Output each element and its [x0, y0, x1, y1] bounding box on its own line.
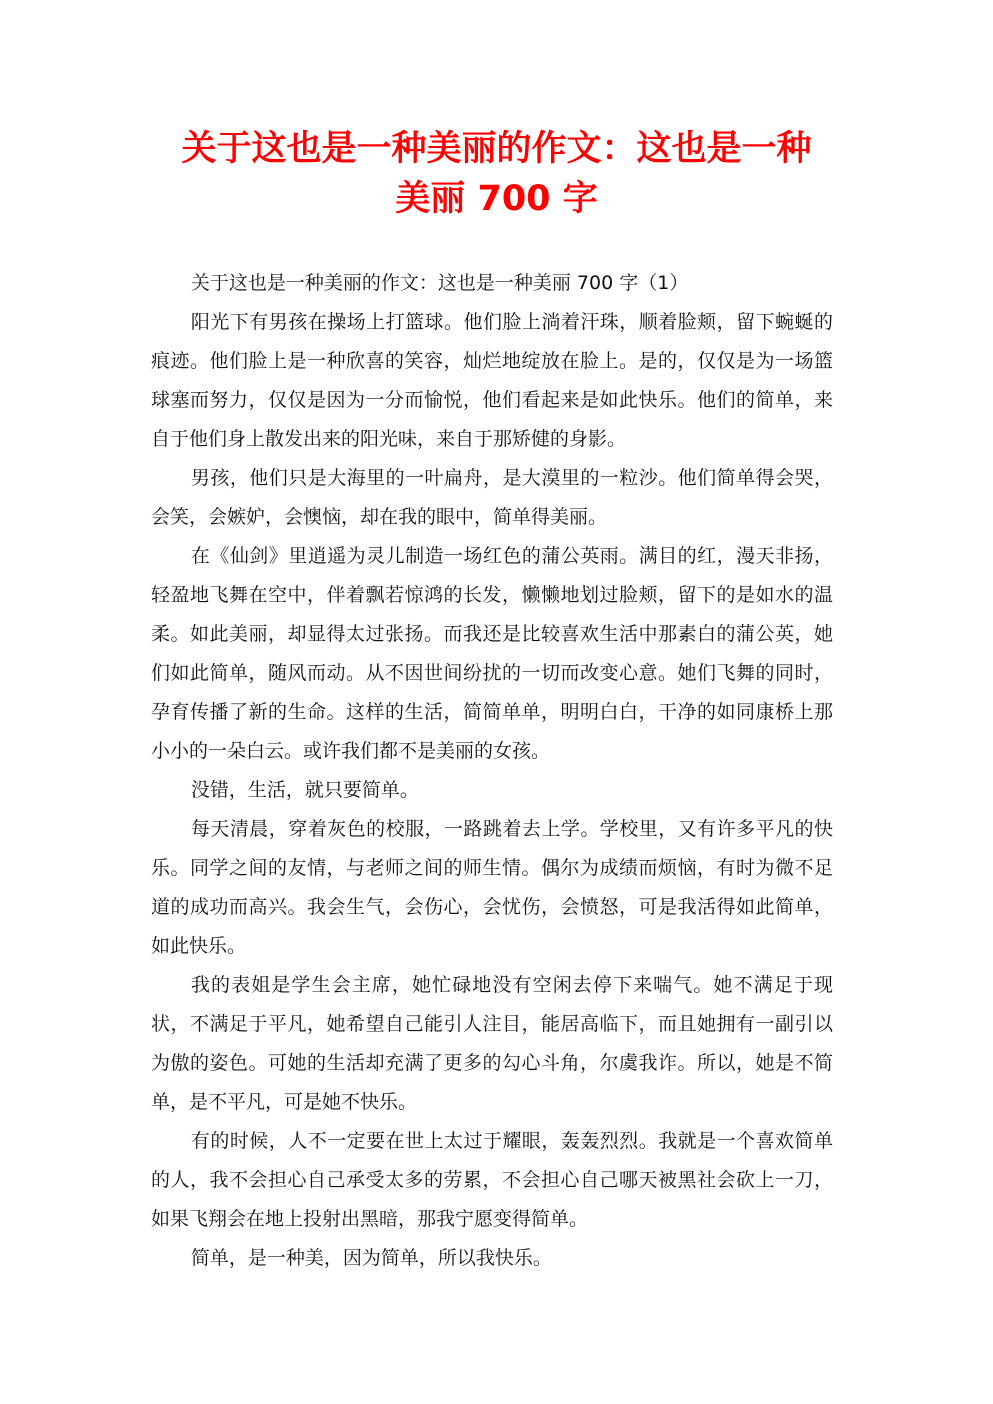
paragraph: 在《仙剑》里逍遥为灵儿制造一场红色的蒲公英雨。满目的红，漫天非扬，轻盈地飞舞在空中，伴着飘若惊鸿的长发，懒懒地划过脸颊，留下的是如水的温柔。如此美丽，却显得太过张扬。而我还是比较喜欢生活中那素白的蒲公英，她们如此简单，随风而动。从不因世间纷扰的一切而改变心意。她们飞舞的同时，孕育传播了新的生命。这样的生活，简简单单，明明白白，干净的如同康桥上那小小的一朵白云。或许我们都不是美丽的女孩。 [151, 545, 833, 762]
paragraph: 每天清晨，穿着灰色的校服，一路跳着去上学。学校里，又有许多平凡的快乐。同学之间的友情，与老师之间的师生情。偶尔为成绩而烦恼，有时为微不足道的成功而高兴。我会生气，会伤心，会忧伤，会愤怒，可是我活得如此简单，如此快乐。 [151, 818, 833, 957]
title-line-2: 美丽 700 字 [395, 179, 598, 219]
title-line-1: 关于这也是一种美丽的作文：这也是一种 [181, 129, 812, 169]
paragraph-subtitle: 关于这也是一种美丽的作文：这也是一种美丽 700 字（1） [190, 272, 689, 294]
paragraph: 简单，是一种美，因为简单，所以我快乐。 [190, 1247, 552, 1269]
document-body [151, 264, 833, 1278]
paragraph: 没错，生活，就只要简单。 [190, 779, 419, 801]
paragraph: 阳光下有男孩在操场上打篮球。他们脸上淌着汗珠，顺着脸颊，留下蜿蜒的痕迹。他们脸上是一种欣喜的笑容，灿烂地绽放在脸上。是的，仅仅是为一场篮球塞而努力，仅仅是因为一分而愉悦，他们看起来是如此快乐。他们的简单，来自于他们身上散发出来的阳光味，来自于那矫健的身影。 [151, 311, 833, 450]
paragraph: 有的时候，人不一定要在世上太过于耀眼，轰轰烈烈。我就是一个喜欢简单的人，我不会担心自己承受太多的劳累，不会担心自己哪天被黑社会砍上一刀，如果飞翔会在地上投射出黑暗，那我宁愿变得简单。 [151, 1130, 833, 1230]
paragraph: 男孩，他们只是大海里的一叶扁舟，是大漠里的一粒沙。他们简单得会哭，会笑，会嫉妒，会懊恼，却在我的眼中，简单得美丽。 [151, 467, 833, 528]
paragraph: 我的表姐是学生会主席，她忙碌地没有空闲去停下来喘气。她不满足于现状，不满足于平凡，她希望自己能引人注目，能居高临下，而且她拥有一副引以为傲的姿色。可她的生活却充满了更多的勾心斗角，尔虞我诈。所以，她是不简单，是不平凡，可是她不快乐。 [151, 974, 833, 1113]
document-title [120, 124, 873, 224]
